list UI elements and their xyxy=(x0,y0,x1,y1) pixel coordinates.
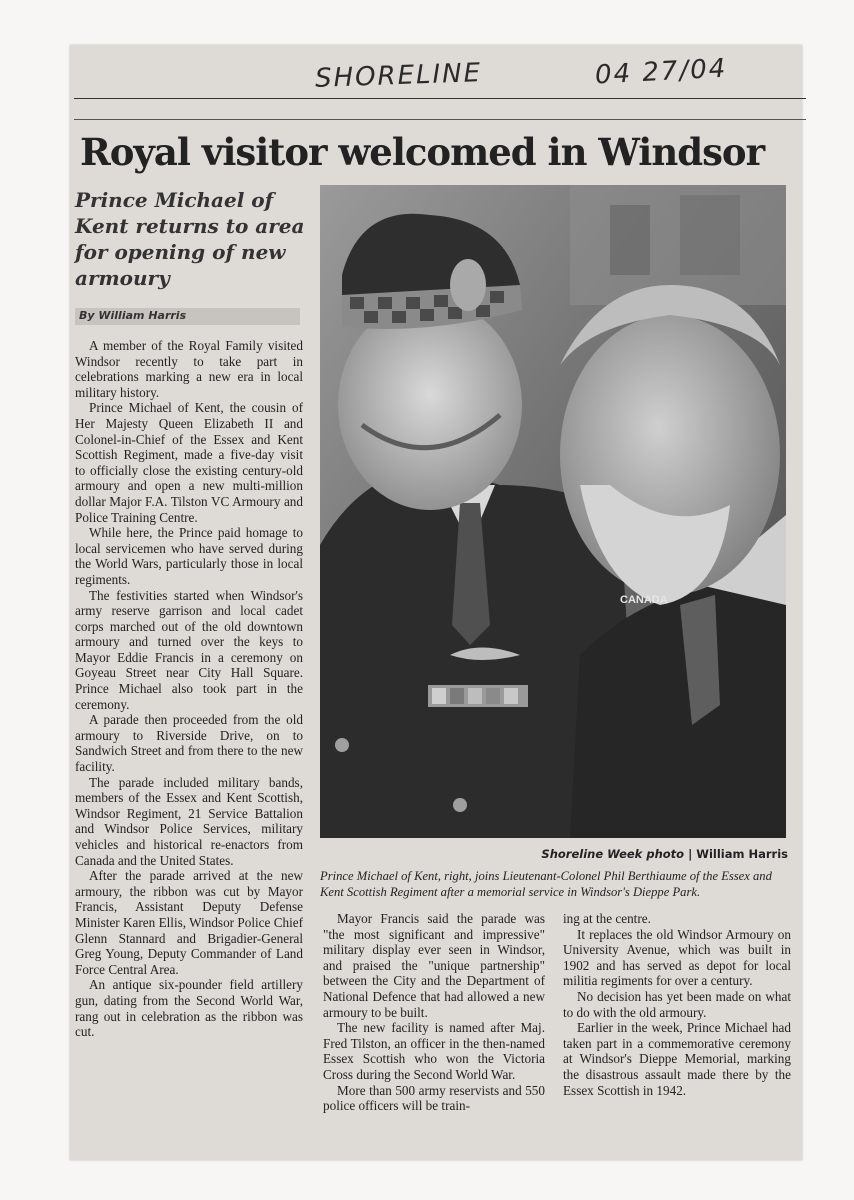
canada-shoulder-badge: CANADA xyxy=(620,594,668,606)
paragraph: A parade then proceeded from the old armoury to Riverside Drive, on to Sandwich Street and from there to the new facility. xyxy=(75,712,303,775)
annotation-rule xyxy=(74,98,806,120)
article-column-2 xyxy=(323,911,545,1114)
paragraph: Mayor Francis said the parade was "the most significant and impressive" military display ever seen in Windsor, and praised the "unique partnership" between the City and the Department of National Defence that had allowed a new armoury to be built. xyxy=(323,911,545,1020)
paragraph: The festivities started when Windsor's army reserve garrison and local cadet corps marched out of the old downtown armoury and turned over the keys to Mayor Eddie Francis in a ceremony on Goyeau Street near City Hall Square. Prince Michael also took part in the ceremony. xyxy=(75,587,303,712)
paragraph: A member of the Royal Family visited Windsor recently to take part in celebrations marking a new era in local military history. xyxy=(75,338,303,400)
paragraph: An antique six-pounder field artillery gun, dating from the Second World War, rang out in celebration as the ribbon was cut. xyxy=(75,977,303,1040)
paragraph: Prince Michael of Kent, the cousin of Her Majesty Queen Elizabeth II and Colonel-in-Chief of the Essex and Kent Scottish Regiment, made a five-day visit to officially close the existing century-old armoury and open a new multi-million dollar Major F.A. Tilston VC Armoury and Police Training Centre. xyxy=(75,400,303,525)
paragraph: The parade included military bands, members of the Essex and Kent Scottish, Windsor Regiment, 21 Service Battalion and Windsor Police Services, military vehicles and historical re-enactors from Canada and the United States. xyxy=(75,774,303,868)
photo-credit xyxy=(320,847,788,861)
paragraph: The new facility is named after Maj. Fred Tilston, an officer in the then-named Essex Scottish who won the Victoria Cross during the Second World War. xyxy=(323,1020,545,1082)
article-byline: By William Harris xyxy=(79,309,187,322)
article-subhead: Prince Michael of Kent returns to area for opening of new armoury xyxy=(75,188,305,290)
paragraph: While here, the Prince paid homage to local servicemen who have served during the World Wars, particularly those in local regiments. xyxy=(75,525,303,587)
article-photo xyxy=(320,185,786,838)
paragraph: Earlier in the week, Prince Michael had taken part in a commemorative ceremony at Windsor's Dieppe Memorial, marking the disastrous assault made there by the Essex Scottish in 1942. xyxy=(563,1020,791,1098)
photo-credit-name: William Harris xyxy=(696,847,788,861)
newspaper-clipping xyxy=(70,45,802,1160)
photo-credit-separator: | xyxy=(684,847,697,861)
article-headline: Royal visitor welcomed in Windsor xyxy=(80,130,765,174)
photo-credit-source: Shoreline Week photo xyxy=(541,847,685,861)
paragraph: More than 500 army reservists and 550 police officers will be train- xyxy=(323,1082,545,1114)
byline-bar xyxy=(75,308,300,325)
paragraph: It replaces the old Windsor Armoury on University Avenue, which was built in 1902 and has served as depot for local militia regiments for over a century. xyxy=(563,926,791,989)
paragraph: ing at the centre. xyxy=(563,911,651,926)
handwritten-annotation xyxy=(70,53,802,99)
article-column-1 xyxy=(75,338,303,1040)
handwritten-date: 04 27/04 xyxy=(594,53,728,91)
paragraph: After the parade arrived at the new armoury, the ribbon was cut by Mayor Francis, Assistant Deputy Defense Minister Karen Ellis, Windsor Police Chief Glenn Stannard and Brigadier-General Greg Young, Deputy Commander of Land Force Central Area. xyxy=(75,868,303,977)
photo-caption: Prince Michael of Kent, right, joins Lieutenant-Colonel Phil Berthiaume of the Essex and Kent Scottish Regiment after a memorial service in Windsor's Dieppe Park. xyxy=(320,869,772,899)
handwritten-publication: SHORELINE xyxy=(314,58,483,94)
photo-illustration xyxy=(320,185,786,838)
paragraph: No decision has yet been made on what to do with the old armoury. xyxy=(563,988,791,1020)
article-column-3 xyxy=(563,911,791,1098)
